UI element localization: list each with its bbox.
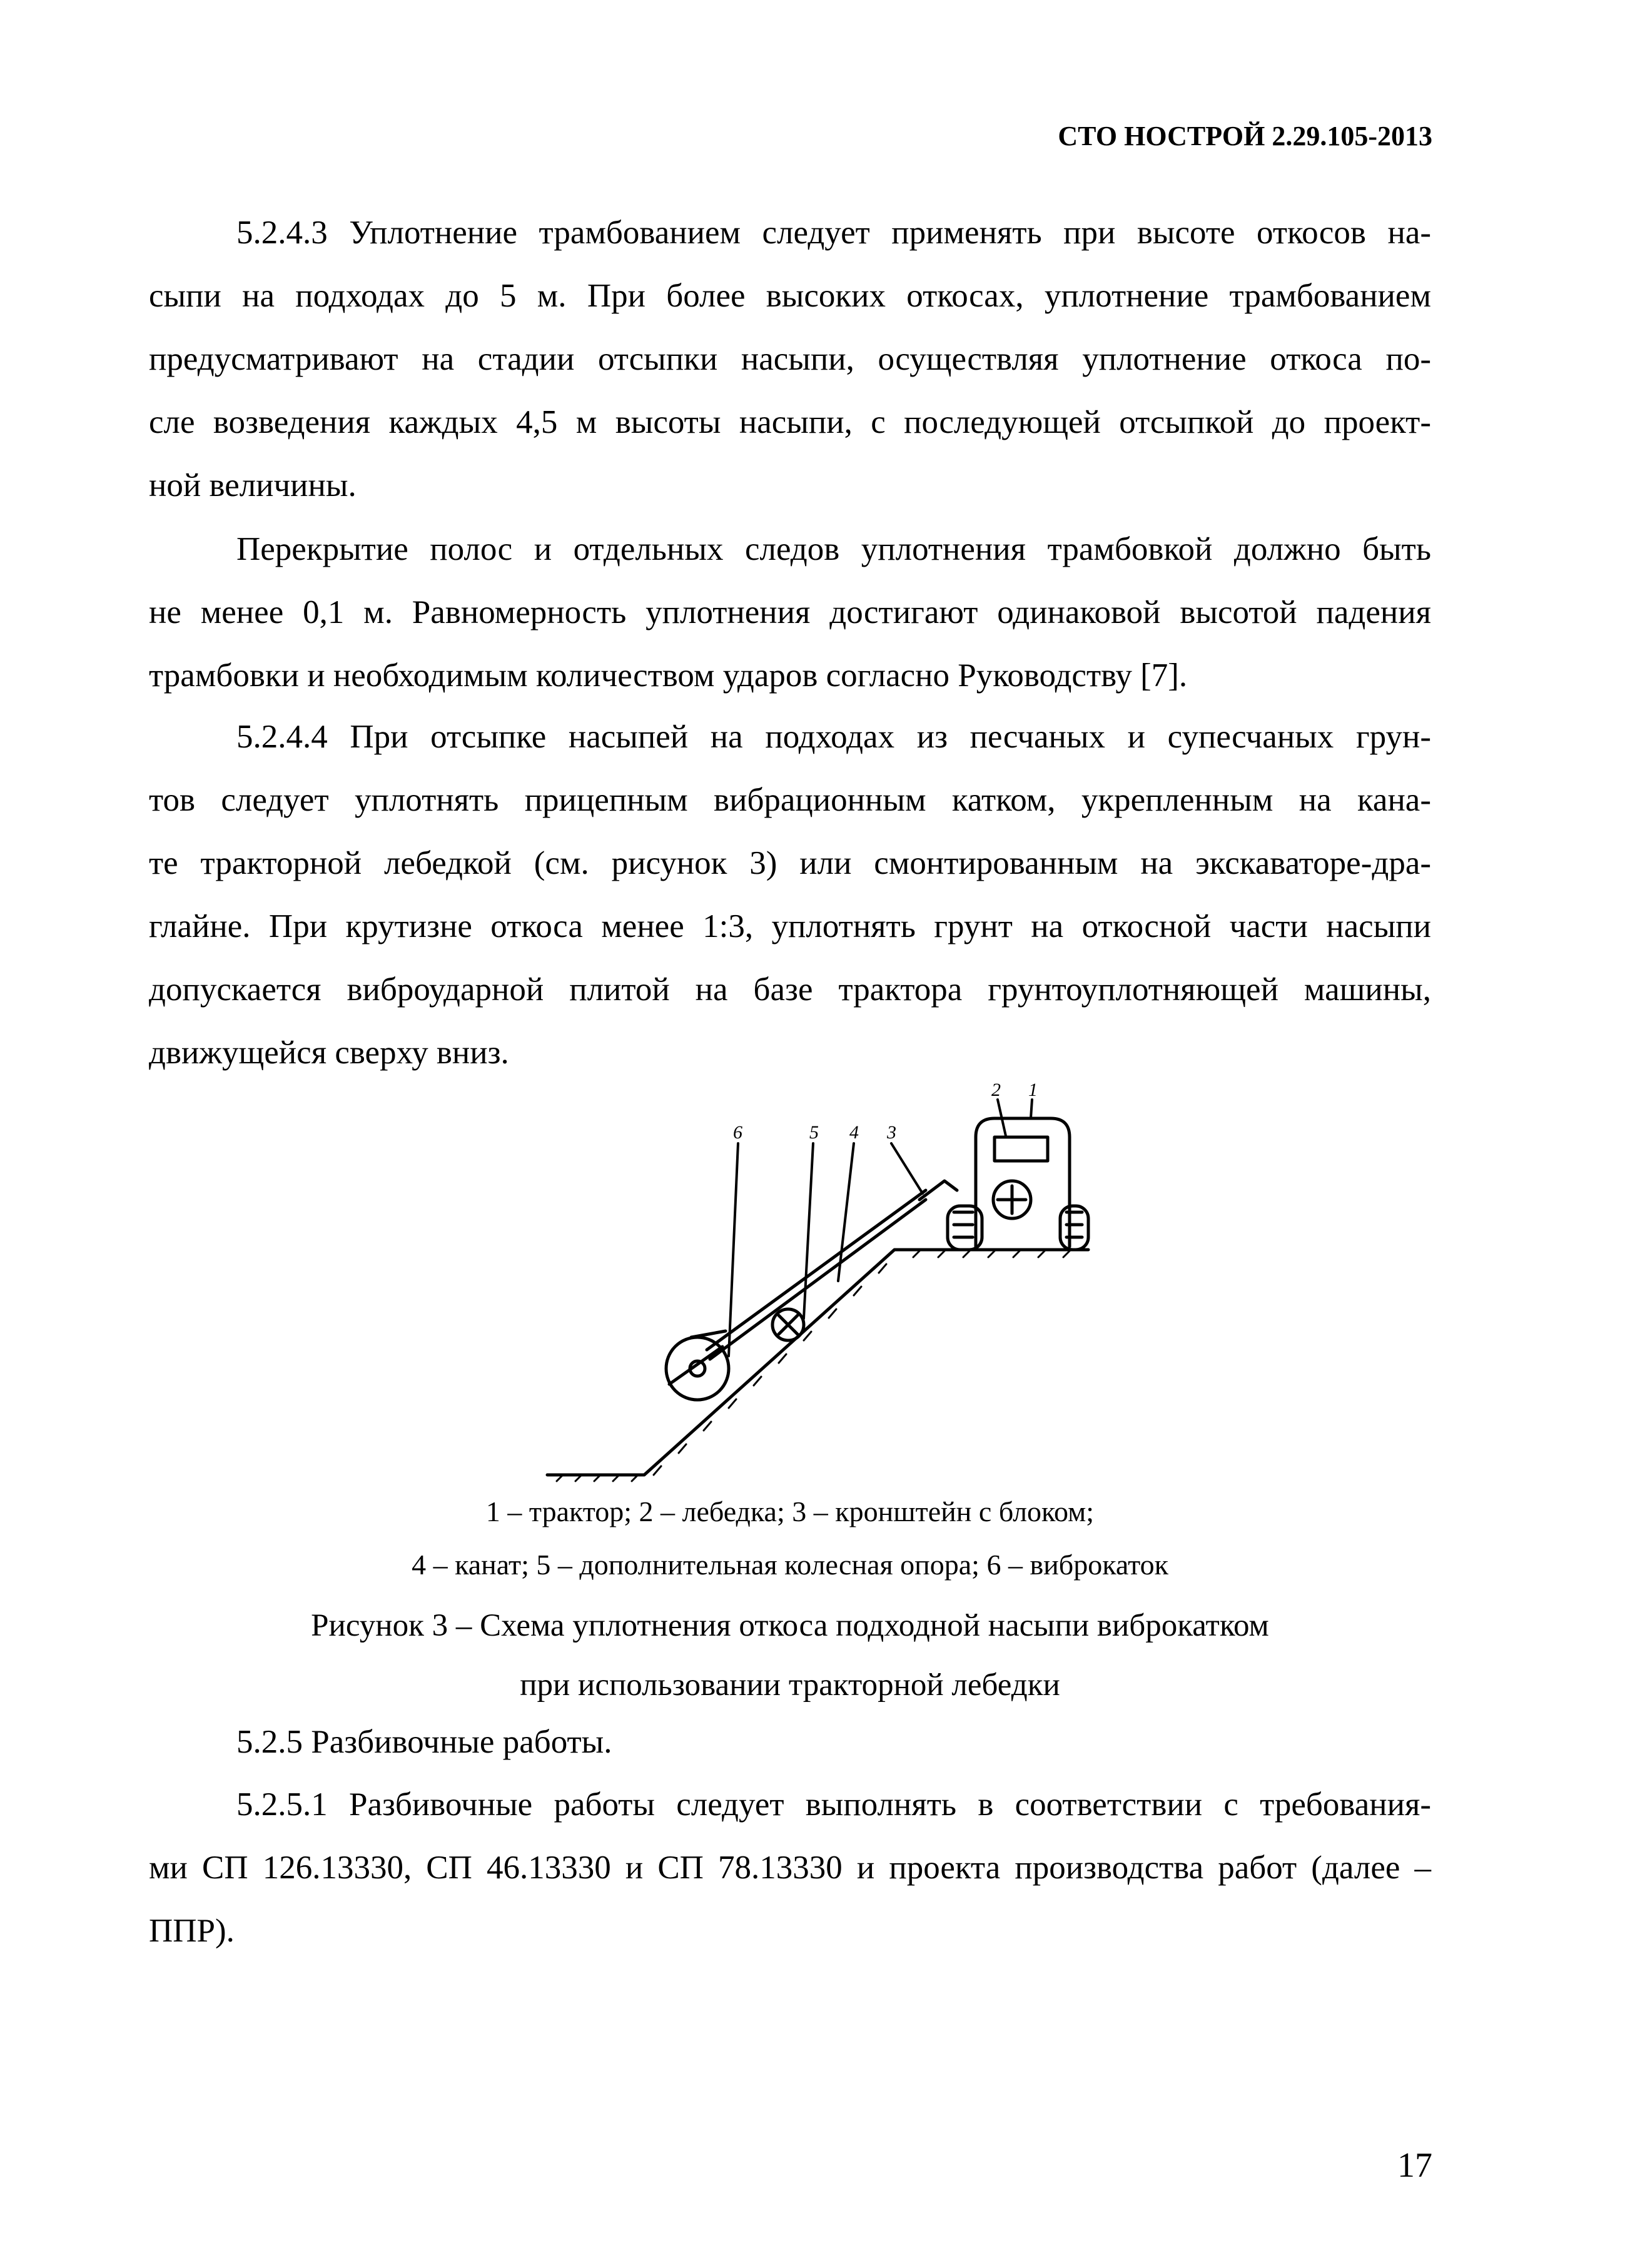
text-line: глайне. При крутизне откоса менее 1:3, уплотнять грунт на откосной части насыпи [149,908,1431,944]
paragraph-overlap [149,518,1431,707]
label-4: 4 [849,1122,859,1143]
label-1: 1 [1028,1081,1038,1100]
text-line: те тракторной лебедкой (см. рисунок 3) или смонтированным на экскаваторе-дра- [149,845,1431,881]
label-3: 3 [887,1122,896,1143]
paragraph-5-2-5-1 [149,1773,1431,1963]
label-5: 5 [809,1122,819,1143]
text-line: 5.2.5.1 Разбивочные работы следует выполнять в соответствии с требования- [236,1786,1431,1823]
text-line: 5.2.4.4 При отсыпке насыпей на подходах из песчаных и супесчаных грун- [236,719,1431,755]
compaction-scheme-figure [538,1081,1120,1487]
paragraph-5-2-4-4 [149,706,1431,1085]
slope-outline [547,1250,1088,1475]
figure-legend-line-2: 4 – канат; 5 – дополнительная колесная опора; 6 – виброкаток [412,1549,1168,1581]
text-line: допускается виброударной плитой на базе трактора грунтоуплотняющей машины, [149,971,1431,1008]
page-number: 17 [1397,2146,1432,2185]
document-code-header: СТО НОСТРОЙ 2.29.105-2013 [1058,121,1432,151]
figure-caption-line-2: при использовании тракторной лебедки [520,1668,1060,1703]
label-6: 6 [733,1122,742,1143]
vibro-roller-drum [666,1337,729,1400]
text-line: предусматривают на стадии отсыпки насыпи, осуществляя уплотнение откоса по- [149,341,1431,377]
rope-line [707,1190,926,1350]
text-line: движущейся сверху вниз. [149,1035,509,1071]
text-line: тов следует уплотнять прицепным вибрационным катком, укрепленным на кана- [149,782,1431,818]
text-line: не менее 0,1 м. Равномерность уплотнения достигают одинаковой высотой падения [149,594,1431,630]
figure-caption-line-1: Рисунок 3 – Схема уплотнения откоса подходной насыпи виброкатком [311,1608,1269,1643]
paragraph-5-2-4-3 [149,201,1431,517]
text-line: ми СП 126.13330, СП 46.13330 и СП 78.13330 и проекта производства работ (далее – [149,1850,1431,1886]
text-line: трамбовки и необходимым количеством ударов согласно Руководству [7]. [149,657,1188,694]
text-line: 5.2.5 Разбивочные работы. [236,1724,612,1760]
text-line: ППР). [149,1913,235,1949]
figure-legend-line-1: 1 – трактор; 2 – лебедка; 3 – кронштейн с блоком; [485,1496,1095,1527]
text-line: сыпи на подходах до 5 м. При более высоких откосах, уплотнение трамбованием [149,278,1431,314]
slope-hatching [557,1251,1070,1481]
section-5-2-5-heading [149,1711,1431,1774]
text-line: ной величины. [149,467,357,504]
text-line: 5.2.4.3 Уплотнение трамбованием следует применять при высоте откосов на- [236,215,1431,251]
text-line: Перекрытие полос и отдельных следов уплотнения трамбовкой должно быть [236,531,1431,567]
label-2: 2 [991,1081,1001,1100]
text-line: сле возведения каждых 4,5 м высоты насыпи, с последующей отсыпкой до проект- [149,404,1431,440]
